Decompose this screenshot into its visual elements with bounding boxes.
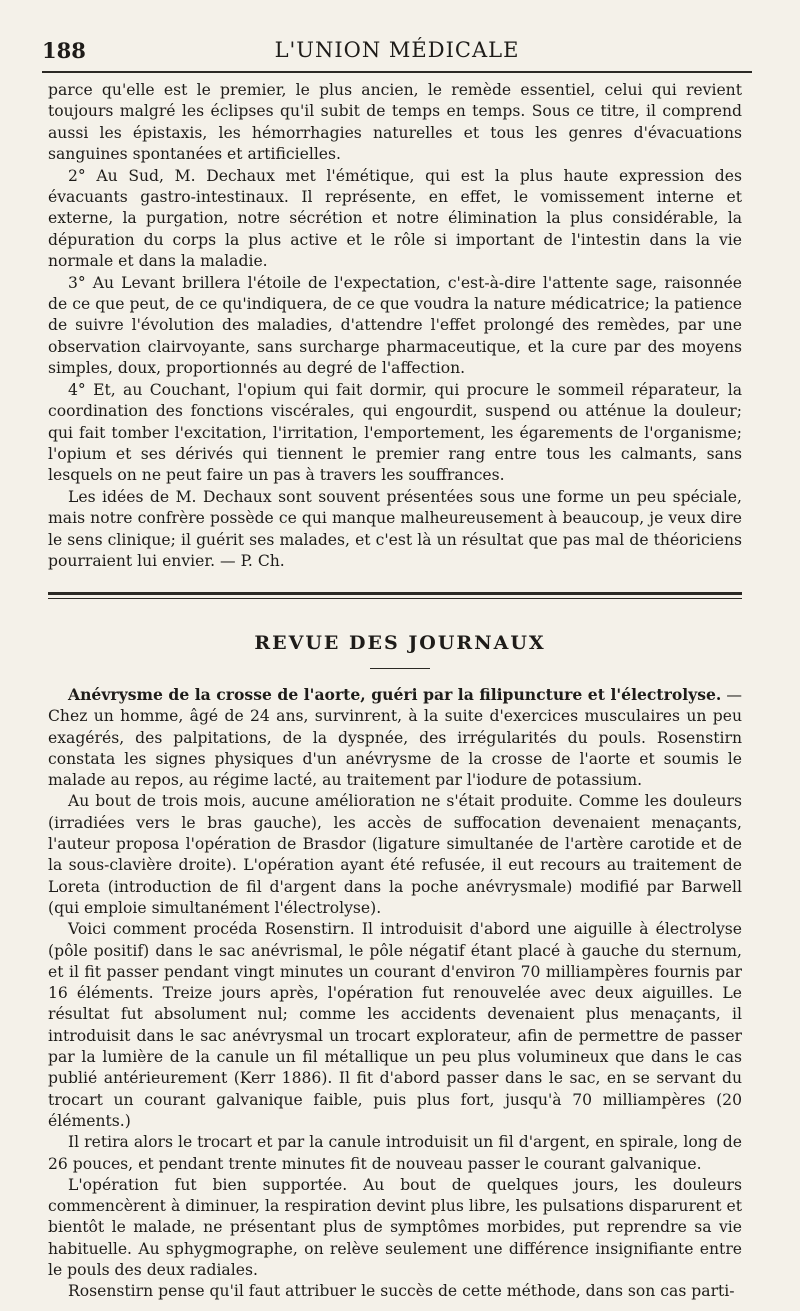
article-text [48, 684, 742, 1303]
paragraph: Il retira alors le trocart et par la canule introduisit un fil d'argent, en spirale, long de 26 pouces, et pendant trente minutes fit de nouveau passer le courant galvanique. [48, 1133, 742, 1173]
article-lead-paragraph [48, 684, 742, 791]
section-title-underline [370, 668, 430, 669]
paragraph: 2° Au Sud, M. Dechaux met l'émétique, qui est la plus haute expression des évacuants gastro-intestinaux. Il représente, en effet, le vomissement interne et externe, la purgation, notre sécrétion et notre élimination la plus considérable, la dépuration du corps la plus active et le rôle si important de l'intestin dans la vie normale et dans la maladie. [48, 166, 742, 271]
paragraph: parce qu'elle est le premier, le plus ancien, le remède essentiel, celui qui revient toujours malgré les éclipses qu'il subit de temps en temps. Sous ce titre, il comprend aussi les épistaxis, les hémorrhagies naturelles et tous les genres d'évacuations sanguines spontanées et artificielles. [48, 81, 742, 164]
continuation-text [48, 80, 742, 572]
paragraph: L'opération fut bien supportée. Au bout de quelques jours, les douleurs commencèrent à diminuer, la respiration devint plus libre, les pulsations disparurent et bientôt le malade, ne présentant plus de symptômes morbides, put reprendre sa vie habituelle. Au sphygmographe, on relève seulement une différence insignifiante entre le pouls des deux radiales. [48, 1175, 742, 1280]
paragraph: Rosenstirn pense qu'il faut attribuer le succès de cette méthode, dans son cas parti- [68, 1282, 735, 1301]
article-lead-text: — Chez un homme, âgé de 24 ans, survinrent, à la suite d'exercices musculaires un peu exagérés, des palpitations, de la dyspnée, des irrégularités du pouls. Rosenstirn constata les signes physiques d'un anévrysme de la crosse de l'aorte et soumis le malade au repos, au régime lacté, au traitement par l'iodure de potassium. [48, 686, 742, 790]
paragraph: 4° Et, au Couchant, l'opium qui fait dormir, qui procure le sommeil réparateur, la coordination des fonctions viscérales, qui engourdit, suspend ou atténue la douleur; qui fait tomber l'excitation, l'irritation, l'emportement, les égarements de l'organisme; l'opium et ses dérivés qui tiennent le premier rang entre tous les calmants, sans lesquels on ne peut faire un pas à travers les souffrances. [48, 380, 742, 485]
page-header [42, 38, 752, 66]
paragraph: Au bout de trois mois, aucune amélioration ne s'était produite. Comme les douleurs (irradiées vers le bras gauche), les accès de suffocation devenaient menaçants, l'auteur proposa l'opération de Brasdor (ligature simultanée de l'artère carotide et de la sous-clavière droite). L'opération ayant été refusée, il eut recours au traitement de Loreta (introduction de fil d'argent dans la poche anévrysmale) modifié par Barwell (qui emploie simultanément l'électrolyse). [48, 792, 742, 917]
paragraph: Voici comment procéda Rosenstirn. Il introduisit d'abord une aiguille à électrolyse (pôle positif) dans le sac anévrismal, le pôle négatif étant placé à gauche du sternum, et il fit passer pendant vingt minutes un courant d'environ 70 milliampères fournis par 16 éléments. Treize jours après, l'opération fut renouvelée avec deux aiguilles. Le résultat fut absolument nul; comme les accidents devenaient plus menaçants, il introduisit dans le sac anévrysmal un trocart explorateur, afin de permettre de passer par la lumière de la canule un fil métallique un peu plus volumineux que dans le cas publié antérieurement (Kerr 1886). Il fit d'abord passer dans le sac, en se servant du trocart un courant galvanique faible, puis plus fort, jusqu'à 70 milliampères (20 éléments.) [48, 920, 742, 1130]
journal-title: L'UNION MÉDICALE [274, 38, 520, 62]
page-number: 188 [42, 38, 86, 63]
header-rule [42, 71, 752, 73]
paragraph: Les idées de M. Dechaux sont souvent présentées sous une forme un peu spéciale, mais notre confrère possède ce qui manque malheureusement à beaucoup, je veux dire le sens clinique; il guérit ses malades, et c'est là un résultat que pas mal de théoriciens pourraient lui envier. — P. Ch. [48, 487, 742, 570]
article-title: Anévrysme de la crosse de l'aorte, guéri par la filipuncture et l'électrolyse. [68, 685, 722, 704]
paragraph: 3° Au Levant brillera l'étoile de l'expectation, c'est-à-dire l'attente sage, raisonnée de ce que peut, de ce qu'indiquera, de ce que voudra la nature médicatrice; la patience de suivre l'évolution des maladies, d'attendre l'effet prolongé des remèdes, par une observation clairvoyante, sans surcharge pharmaceutique, et la cure par des moyens simples, doux, proportionnés au degré de l'affection. [48, 273, 742, 378]
section-divider [48, 592, 742, 599]
section-title: REVUE DES JOURNAUX [254, 632, 546, 654]
